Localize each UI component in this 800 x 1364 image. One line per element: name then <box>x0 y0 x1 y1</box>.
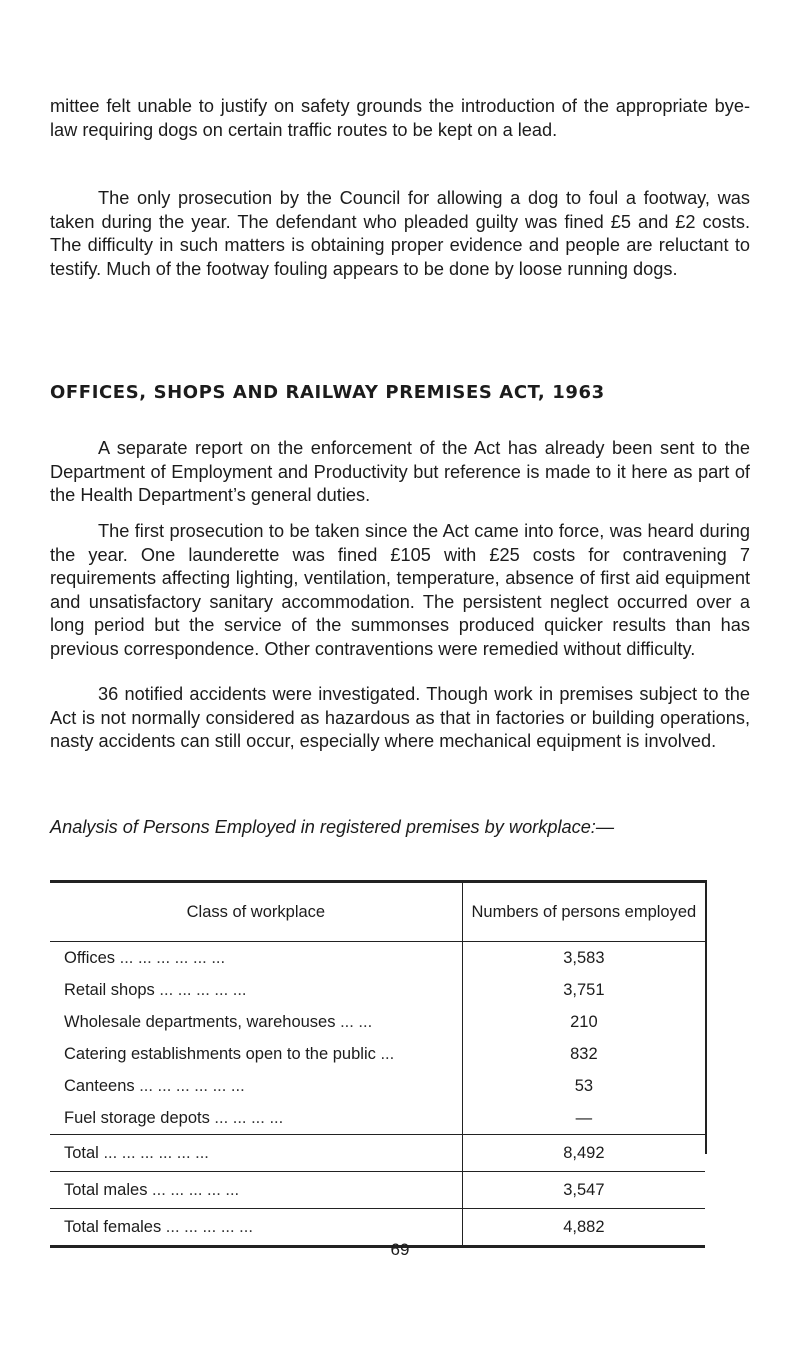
row-label: Retail shops <box>64 980 155 999</box>
table-row <box>50 974 705 1006</box>
dot-leader: ... <box>375 1044 395 1063</box>
table-caption: Analysis of Persons Employed in registered premises by workplace:— <box>50 817 615 837</box>
row-label: Offices <box>64 948 116 967</box>
table-row <box>50 1038 705 1070</box>
total-row <box>50 1135 705 1172</box>
row-value: 3,751 <box>563 980 605 999</box>
total-males-value: 3,547 <box>462 1172 705 1209</box>
table-row <box>50 942 705 975</box>
total-label: Total <box>64 1143 99 1162</box>
row-value: 3,583 <box>462 942 705 975</box>
table-row <box>50 1070 705 1102</box>
row-value: 832 <box>570 1044 598 1063</box>
paragraph-first-prosecution: The first prosecution to be taken since the Act came into force, was heard during the year. One launderette was fined £105 with £25 costs for contravening 7 requirements affecting lighting, ventilation, temperature, absence of first aid equipment and unsatisfactory sanitary accommodation. The persistent neglect occurred over a long period but the service of the summonses produced quicker results than has previous correspondence. Other contraventions were remedied without difficulty. <box>50 521 750 659</box>
paragraph-accidents: 36 notified accidents were investigated. Though work in premises subject to the Act is not normally considered as hazardous as that in factories or building operations, nasty accidents can still occur, especially where mechanical equipment is involved. <box>50 684 750 751</box>
row-label: Wholesale departments, warehouses <box>64 1012 336 1031</box>
row-value: — <box>575 1108 593 1127</box>
total-females-value: 4,882 <box>462 1209 705 1247</box>
dot-leader: ... ... <box>335 1012 373 1031</box>
total-males-row <box>50 1172 705 1209</box>
total-males-label: Total males <box>64 1180 148 1199</box>
row-label: Fuel storage depots <box>64 1108 210 1127</box>
row-label: Canteens <box>64 1076 135 1095</box>
total-value: 8,492 <box>462 1135 705 1172</box>
dot-leader: ... ... ... ... <box>209 1108 284 1127</box>
paragraph-dog-prosecution: The only prosecution by the Council for allowing a dog to foul a footway, was taken during the year. The defendant who pleaded guilty was fined £5 and £2 costs. The difficulty in such matters is obtaining proper evidence and people are reluctant to testify. Much of the footway fouling appears to be done by loose running dogs. <box>50 188 750 279</box>
section-heading: OFFICES, SHOPS AND RAILWAY PREMISES ACT, 1963 <box>50 382 605 403</box>
table-row <box>50 1006 705 1038</box>
employment-table <box>50 880 705 1248</box>
total-females-label: Total females <box>64 1217 162 1236</box>
dot-leader: ... ... ... ... ... <box>161 1217 253 1236</box>
page-number: 69 <box>390 1240 410 1259</box>
row-label: Catering establishments open to the public <box>64 1044 376 1063</box>
dot-leader: ... ... ... ... ... ... <box>98 1143 209 1162</box>
dot-leader: ... ... ... ... ... <box>147 1180 240 1199</box>
paragraph-dogs-byelaw: mittee felt unable to justify on safety grounds the introduction of the appropriate bye-law requiring dogs on certain traffic routes to be kept on a lead. <box>50 96 750 140</box>
dot-leader: ... ... ... ... ... <box>154 980 247 999</box>
dot-leader: ... ... ... ... ... ... <box>134 1076 245 1095</box>
column-header-numbers: Numbers of persons employed <box>471 902 697 921</box>
row-value: 210 <box>570 1012 598 1031</box>
table-right-border <box>705 880 707 1154</box>
column-header-class: Class of workplace <box>50 883 462 942</box>
row-value: 53 <box>574 1076 594 1095</box>
table-row <box>50 1102 705 1135</box>
paragraph-separate-report: A separate report on the enforcement of the Act has already been sent to the Department of Employment and Productivity but reference is made to it here as part of the Health Department’s general duties. <box>50 438 750 505</box>
dot-leader: ... ... ... ... ... ... <box>115 948 226 967</box>
